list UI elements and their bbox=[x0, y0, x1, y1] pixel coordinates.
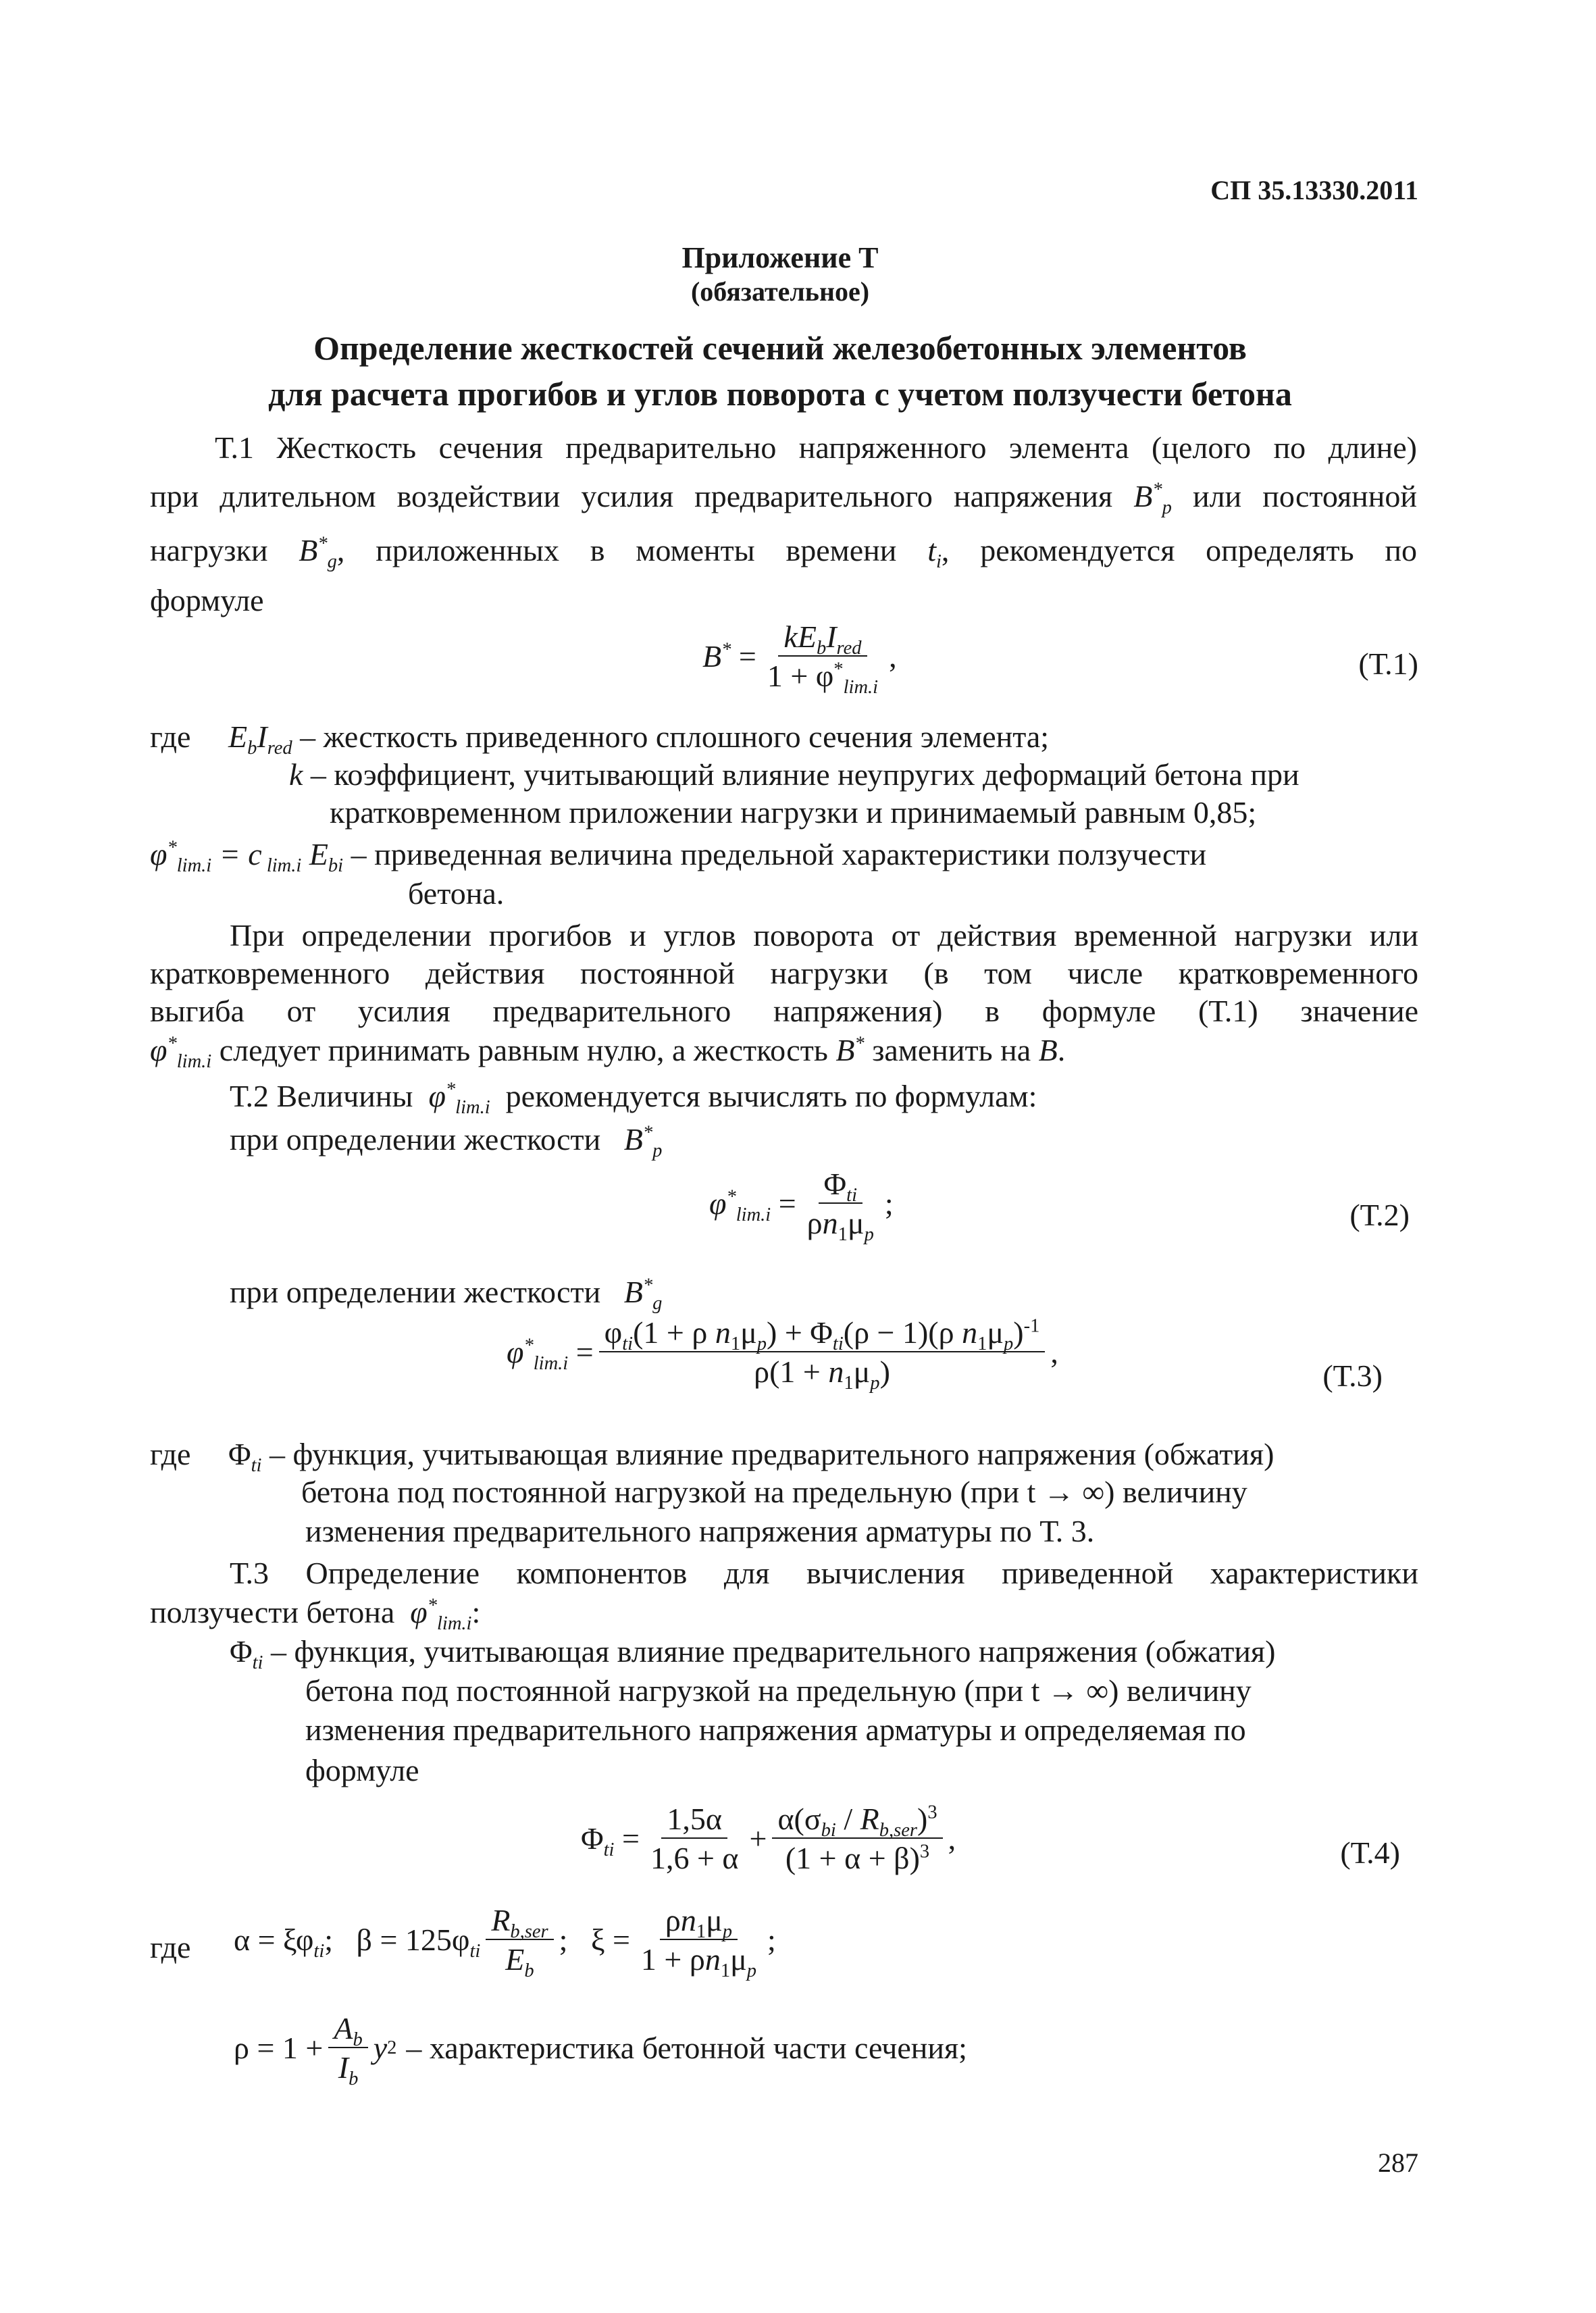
formula-t2: $\varphi^*_{lim.i}$ = $\frac{\Phi_{ti}}{\rho n_1\mu_p}$ ; bbox=[709, 1167, 894, 1246]
where-t1-item3a: $\varphi^*_{lim.i} = c$ $_{lim.i}$ $E_{bi}$ – приведенная величина предельной характеристики ползучести bbox=[150, 837, 1207, 877]
t1-line3-a: нагрузки bbox=[150, 533, 268, 567]
where-t3-line2: бетона под постоянной нагрузкой на предельную (при t → ∞) величину bbox=[301, 1475, 1247, 1509]
where-t3-line1: $\Phi_{ti}$ – функция, учитывающая влияние предварительного напряжения (обжатия) bbox=[228, 1437, 1275, 1477]
t1-line3-c: , рекомендуется определять по bbox=[941, 533, 1418, 567]
t3-item-line3: изменения предварительного напряжения арматуры и определяемая по bbox=[305, 1712, 1246, 1747]
t3-item-line2: бетона под постоянной нагрузкой на предельную (при t → ∞) величину bbox=[305, 1673, 1252, 1708]
t1-line3-c-group bbox=[927, 533, 1418, 573]
formula-t2-label: (Т.2) bbox=[1349, 1198, 1410, 1232]
def-line1: При определении прогибов и углов поворота от действия временной нагрузки или bbox=[230, 918, 1418, 952]
symbol-ti: $t_i$ bbox=[927, 533, 942, 573]
t3-item-line1: $\Phi_{ti}$ – функция, учитывающая влияние предварительного напряжения (обжатия) bbox=[230, 1634, 1276, 1674]
where-t1-label: где bbox=[150, 719, 191, 754]
t1-line2-b: или постоянной bbox=[1192, 479, 1418, 513]
t2-line2: при определении жесткости $B^*_p$ bbox=[230, 1122, 663, 1162]
where-t4-defs: $\alpha = \xi\varphi_{ti}$; $\beta = 125\varphi_{ti}$ $\frac{R_{b,ser}}{E_b}$ ; ξ = $\frac{\rho n_1\mu_p}{1 + \rho n_1\mu_p}$ ; bbox=[234, 1903, 776, 1982]
t2-line3: при определении жесткости $B^*_g$ bbox=[230, 1275, 663, 1315]
t1-line4: формуле bbox=[150, 583, 264, 617]
formula-t4: $\Phi_{ti}$ = $\frac{1,5\alpha}{1,6 + \alpha}$ + $\frac{\alpha(\sigma_{bi} / R_{b,ser})^3}{(1 + \alpha + \beta)^3}$ , bbox=[581, 1802, 956, 1875]
page-number: 287 bbox=[1378, 2147, 1418, 2178]
formula-t3: $\varphi^*_{lim.i}$ = $\frac{\varphi_{ti}(1 + \rho n_1\mu_p) + \Phi_{ti}(\rho - 1)(\rho n_1\mu_p)^{-1}}{\rho(1 + n_1\mu_p)}$ , bbox=[507, 1315, 1058, 1394]
rho-definition: ρ = 1 + $\frac{A_b}{I_b}$ y 2 – характеристика бетонной части сечения; bbox=[234, 2011, 967, 2090]
t1-line3-b: , приложенных в моменты времени bbox=[336, 533, 897, 567]
t1-line1: Т.1 Жесткость сечения предварительно напряженного элемента (целого по длине) bbox=[215, 430, 1417, 465]
where-t1-item2b: кратковременном приложении нагрузки и принимаемый равным 0,85; bbox=[330, 795, 1257, 830]
t3-line2: ползучести бетона $\varphi^*_{lim.i}$: bbox=[150, 1595, 481, 1635]
where-t3-label: где bbox=[150, 1437, 191, 1471]
t2-line1: Т.2 Величины $\varphi^*_{lim.i}$ рекомендуется вычислять по формулам: bbox=[230, 1079, 1037, 1119]
appendix-title: Приложение Т bbox=[681, 241, 879, 274]
symbol-Bp-star: $B^*_p$ bbox=[1133, 479, 1172, 519]
formula-t3-label: (Т.3) bbox=[1322, 1358, 1383, 1393]
formula-t1: B* = $\frac{kE_bI_{red}}{1 + \varphi^*_{lim.i}}$ , bbox=[702, 619, 897, 698]
def-line2: кратковременного действия постоянной нагрузки (в том числе кратковременного bbox=[150, 956, 1418, 990]
t1-line2-a: при длительном воздействии усилия предварительного напряжения bbox=[150, 479, 1113, 513]
symbol-Bg-star: $B^*_g$ bbox=[299, 533, 337, 573]
appendix-heading-line2: для расчета прогибов и углов поворота с учетом ползучести бетона bbox=[268, 375, 1292, 413]
appendix-heading-line1: Определение жесткостей сечений железобетонных элементов bbox=[313, 329, 1247, 367]
def-line4: $\varphi^*_{lim.i}$ следует принимать равным нулю, а жесткость B* заменить на B. bbox=[150, 1033, 1066, 1073]
def-line3: выгиба от усилия предварительного напряжения) в формуле (Т.1) значение bbox=[150, 994, 1418, 1028]
where-t1-item3b: бетона. bbox=[408, 876, 505, 911]
t1-line2 bbox=[150, 479, 1418, 519]
formula-t4-label: (Т.4) bbox=[1340, 1835, 1400, 1870]
t3-item-line4: формуле bbox=[305, 1753, 419, 1787]
t1-line3 bbox=[150, 533, 1418, 573]
formula-t1-label: (Т.1) bbox=[1358, 646, 1418, 681]
appendix-status: (обязательное) bbox=[690, 276, 870, 307]
where-t1-item1: $E_bI_{red}$ – жесткость приведенного сплошного сечения элемента; bbox=[228, 719, 1050, 759]
where-t1-item2a: k – коэффициент, учитывающий влияние неупругих деформаций бетона при bbox=[289, 757, 1299, 792]
where-t3-line3: изменения предварительного напряжения арматуры по Т. 3. bbox=[305, 1514, 1095, 1548]
t1-line3-b-group bbox=[299, 533, 897, 573]
t3-line1: Т.3 Определение компонентов для вычисления приведенной характеристики bbox=[230, 1556, 1418, 1590]
where-t4-label: где bbox=[150, 1930, 191, 1964]
document-code: СП 35.13330.2011 bbox=[1210, 175, 1418, 205]
